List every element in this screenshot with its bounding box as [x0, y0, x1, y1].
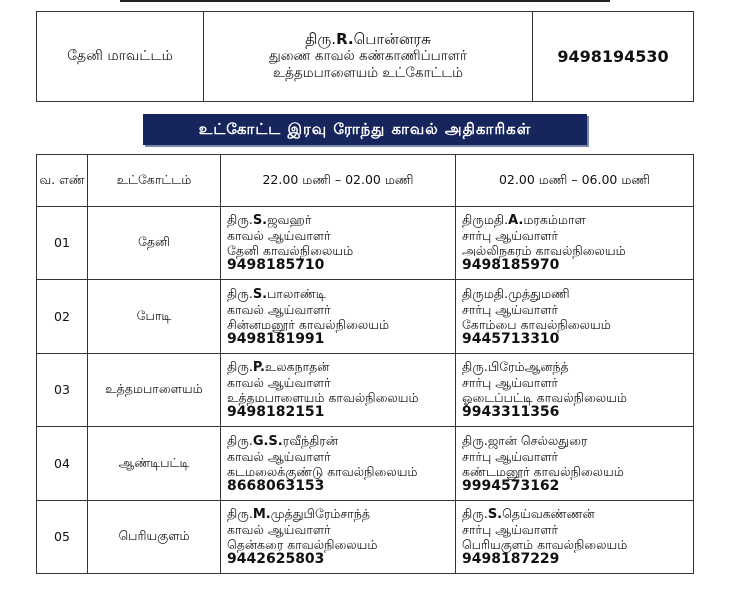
- officer-designation: காவல் ஆய்வாளர்: [227, 228, 331, 244]
- officer-station: கடமலைக்குண்டு காவல்நிலையம்: [227, 463, 418, 479]
- officer-phone: 9498185970: [462, 257, 560, 274]
- table-row: [37, 353, 694, 426]
- table-row: [37, 206, 694, 279]
- officer-phone: 9442625803: [227, 551, 325, 568]
- officer-name: திரு.பிரேம்ஆனந்த்: [462, 359, 569, 375]
- officer-phone: 9498185710: [227, 257, 325, 274]
- officer-phone: 8668063153: [227, 477, 325, 494]
- officer-cell-s1: [221, 206, 456, 279]
- district-header-table: [36, 11, 694, 102]
- table-row: [37, 427, 694, 500]
- night-patrol-table: [36, 154, 694, 574]
- officer-cell-s2: [456, 280, 694, 353]
- subdivision-name: ஆண்டிபட்டி: [88, 427, 221, 500]
- header-shift-1: 22.00 மணி – 02.00 மணி: [221, 155, 456, 207]
- officer-station: தென்கரை காவல்நிலையம்: [227, 537, 378, 553]
- officer-cell-s1: [221, 427, 456, 500]
- table-row: [37, 500, 694, 573]
- officer-designation: சார்பு ஆய்வாளர்: [462, 228, 559, 244]
- header-serial-no: வ. எண்: [37, 155, 88, 207]
- subdivision-name: தேனி: [88, 206, 221, 279]
- officer-station: கோம்பை காவல்நிலையம்: [462, 316, 611, 332]
- officer-designation: காவல் ஆய்வாளர்: [227, 448, 331, 464]
- subdivision-name: பெரியகுளம்: [88, 500, 221, 573]
- officer-cell-s1: [221, 280, 456, 353]
- officer-name: திரு.S.ஜவஹர்: [227, 212, 312, 229]
- officer-station: கண்டமனூர் காவல்நிலையம்: [462, 463, 624, 479]
- subdivision-name: உத்தமபாளையம்: [88, 353, 221, 426]
- dsp-officer-phone: 9498194530: [533, 12, 694, 102]
- section-banner: உட்கோட்ட இரவு ரோந்து காவல் அதிகாரிகள்: [143, 114, 587, 145]
- officer-name: திரு.G.S.ரவீந்திரன்: [227, 432, 338, 449]
- officer-name: திரு.S.தெய்வகண்ணன்: [462, 506, 595, 523]
- officer-cell-s1: [221, 353, 456, 426]
- header-subdivision: உட்கோட்டம்: [88, 155, 221, 207]
- officer-station: அல்லிநகரம் காவல்நிலையம்: [462, 243, 626, 259]
- officer-station: பெரியகுளம் காவல்நிலையம்: [462, 537, 628, 553]
- officer-phone: 9994573162: [462, 477, 560, 494]
- officer-station: தேனி காவல்நிலையம்: [227, 243, 354, 259]
- officer-designation: சார்பு ஆய்வாளர்: [462, 375, 559, 391]
- officer-designation: காவல் ஆய்வாளர்: [227, 301, 331, 317]
- dsp-officer-block: [204, 12, 533, 102]
- officer-name: திரு.P.உலகநாதன்: [227, 359, 330, 376]
- officer-cell-s1: [221, 500, 456, 573]
- officer-phone: 9445713310: [462, 330, 560, 347]
- officer-phone: 9943311356: [462, 404, 560, 421]
- officer-name: திருமதி.முத்துமணி: [462, 285, 570, 301]
- dsp-officer-designation: துணை காவல் கண்காணிப்பாளர்: [268, 48, 468, 64]
- officer-name: திரு.M.முத்துபிரேம்சாந்த்: [227, 506, 370, 523]
- officer-cell-s2: [456, 206, 694, 279]
- officer-cell-s2: [456, 500, 694, 573]
- dsp-officer-name: திரு.R.பொன்னரசு: [305, 30, 431, 48]
- top-rule: [120, 0, 610, 2]
- district-name: தேனி மாவட்டம்: [37, 12, 204, 102]
- officer-designation: சார்பு ஆய்வாளர்: [462, 301, 559, 317]
- table-row: [37, 280, 694, 353]
- officer-phone: 9498182151: [227, 404, 325, 421]
- officer-name: திரு.ஜான் செல்லதுரை: [462, 432, 588, 448]
- officer-phone: 9498187229: [462, 551, 560, 568]
- header-shift-2: 02.00 மணி – 06.00 மணி: [456, 155, 694, 207]
- serial-no: 04: [37, 427, 88, 500]
- officer-designation: சார்பு ஆய்வாளர்: [462, 522, 559, 538]
- serial-no: 03: [37, 353, 88, 426]
- officer-station: சின்னமனூர் காவல்நிலையம்: [227, 316, 390, 332]
- officer-name: திரு.S.பாலாண்டி: [227, 285, 326, 302]
- serial-no: 05: [37, 500, 88, 573]
- dsp-officer-office: உத்தமபாளையம் உட்கோட்டம்: [272, 65, 464, 81]
- officer-designation: காவல் ஆய்வாளர்: [227, 375, 331, 391]
- officer-designation: சார்பு ஆய்வாளர்: [462, 448, 559, 464]
- officer-phone: 9498181991: [227, 330, 325, 347]
- subdivision-name: போடி: [88, 280, 221, 353]
- officer-name: திருமதி.A.மரகம்மாள: [462, 212, 586, 229]
- officer-designation: காவல் ஆய்வாளர்: [227, 522, 331, 538]
- officer-cell-s2: [456, 353, 694, 426]
- officer-station: ஓடைப்பட்டி காவல்நிலையம்: [462, 390, 627, 406]
- serial-no: 01: [37, 206, 88, 279]
- officer-station: உத்தமபாளையம் காவல்நிலையம்: [227, 390, 419, 406]
- officer-cell-s2: [456, 427, 694, 500]
- serial-no: 02: [37, 280, 88, 353]
